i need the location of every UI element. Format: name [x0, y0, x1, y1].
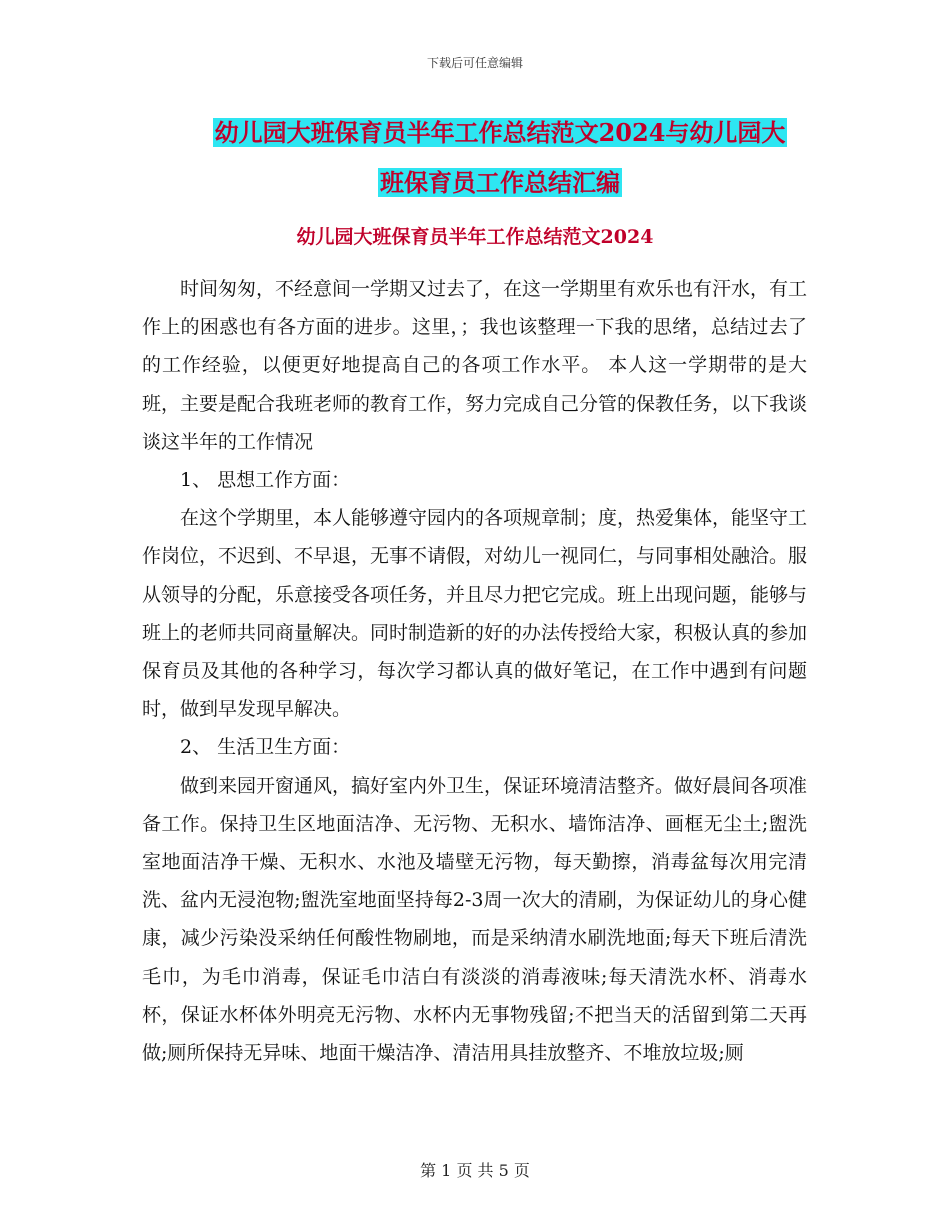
section-title: 幼儿园大班保育员半年工作总结范文2024: [296, 226, 654, 248]
document-title-line-2: 班保育员工作总结汇编: [380, 168, 620, 197]
document-title-line-1: 幼儿园大班保育员半年工作总结范文2024与幼儿园大: [214, 118, 786, 147]
header-note: 下载后可任意编辑: [426, 56, 523, 70]
paragraph-thought-work: 在这个学期里，本人能够遵守园内的各项规章制；度，热爱集体，能坚守工作岗位，不迟到、不早退，无事不请假，对幼儿一视同仁，与同事相处融洽。服从领导的分配，乐意接受各项任务，并且尽力把它完成。班上出现问题，能够与班上的老师共同商量解决。同时制造新的好的办法传授给大家，积极认真的参加保育员及其他的各种学习，每次学习都认真的做好笔记，在工作中遇到有问题时，做到早发现早解决。: [142, 507, 808, 721]
paragraph-intro: 时间匆匆，不经意间一学期又过去了，在这一学期里有欢乐也有汗水，有工作上的困惑也有各方面的进步。这里，；我也该整理一下我的思绪，总结过去了的工作经验，以便更好地提高自己的各项工作水平。 本人这一学期带的是大班，主要是配合我班老师的教育工作，努力完成自己分管的保教任务，以下我谈谈这半年的工作情况: [142, 278, 808, 453]
heading-hygiene: 2、 生活卫生方面：: [180, 736, 351, 759]
document-title: [140, 108, 860, 208]
heading-thought-work: 1、 思想工作方面：: [180, 469, 351, 492]
paragraph-hygiene: 做到来园开窗通风，搞好室内外卫生，保证环境清洁整齐。做好晨间各项准备工作。保持卫生区地面洁净、无污物、无积水、墙饰洁净、画框无尘土;盥洗室地面洁净干燥、无积水、水池及墙壁无污物，每天勤擦，消毒盆每次用完清洗、盆内无浸泡物;盥洗室地面坚持每2-3周一次大的清刷，为保证幼儿的身心健康，减少污染没采纳任何酸性物刷地，而是采纳清水刷洗地面;每天下班后清洗毛巾，为毛巾消毒，保证毛巾洁白有淡淡的消毒液味;每天清洗水杯、消毒水杯，保证水杯体外明亮无污物、水杯内无事物残留;不把当天的活留到第二天再做;厕所保持无异味、地面干燥洁净、清洁用具挂放整齐、不堆放垃圾;厕: [142, 774, 808, 1065]
body-text: [142, 270, 807, 1072]
page-footer: 第 1 页 共 5 页: [420, 1161, 530, 1180]
